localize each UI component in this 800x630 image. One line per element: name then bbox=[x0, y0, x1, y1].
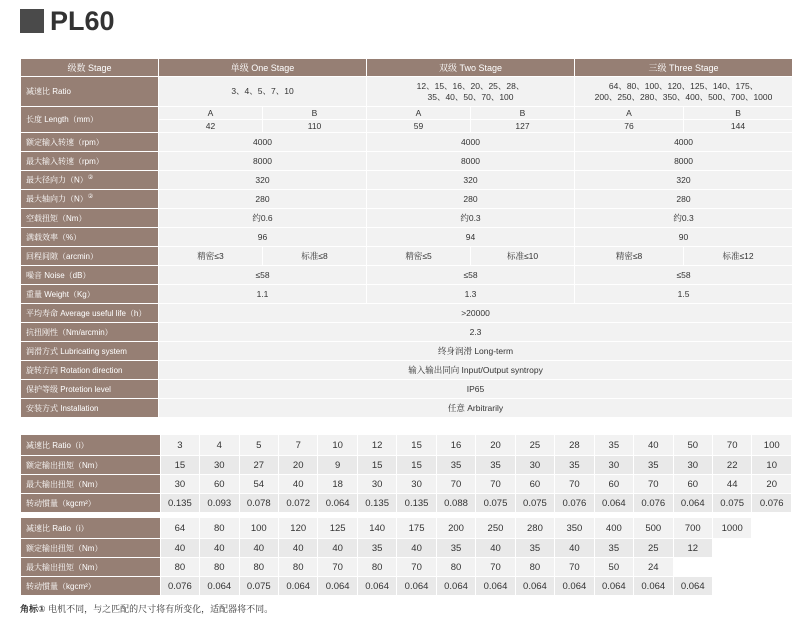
torque-value: 0.135 bbox=[357, 494, 396, 513]
torque-value bbox=[712, 539, 751, 558]
torque-value: 25 bbox=[515, 435, 554, 456]
length-value: 59 bbox=[367, 120, 471, 133]
torque-value: 18 bbox=[318, 475, 357, 494]
length-value: 144 bbox=[684, 120, 793, 133]
torque-value: 0.064 bbox=[318, 494, 357, 513]
torque-value: 0.064 bbox=[436, 577, 475, 596]
torque-value: 0.076 bbox=[160, 577, 199, 596]
spec-row bbox=[21, 304, 793, 323]
spec-value: ≤58 bbox=[159, 266, 367, 285]
torque-value: 0.093 bbox=[200, 494, 239, 513]
footnote-marker: ② bbox=[87, 194, 94, 201]
torque-value: 22 bbox=[712, 456, 751, 475]
torque-value bbox=[752, 577, 792, 596]
torque-value: 0.064 bbox=[673, 494, 712, 513]
spec-row bbox=[21, 171, 793, 190]
torque-value: 25 bbox=[634, 539, 673, 558]
torque-value: 30 bbox=[160, 475, 199, 494]
torque-value: 35 bbox=[476, 456, 515, 475]
torque-row-label: 额定输出扭矩（Nm） bbox=[21, 456, 161, 475]
torque-value: 0.075 bbox=[476, 494, 515, 513]
spec-row bbox=[21, 361, 793, 380]
torque-value: 40 bbox=[278, 539, 317, 558]
length-ab: A bbox=[159, 107, 263, 120]
torque-value: 60 bbox=[200, 475, 239, 494]
torque-value: 20 bbox=[476, 435, 515, 456]
backlash-value: 标准≤10 bbox=[471, 247, 575, 266]
torque-value: 70 bbox=[318, 558, 357, 577]
spec-value: 280 bbox=[575, 190, 793, 209]
torque-value: 7 bbox=[278, 435, 317, 456]
spec-value: 1.5 bbox=[575, 285, 793, 304]
spec-value: 约0.3 bbox=[575, 209, 793, 228]
torque-value: 280 bbox=[515, 518, 554, 539]
spec-value: 8000 bbox=[367, 152, 575, 171]
torque-row bbox=[21, 518, 792, 539]
torque-row-label: 减速比 Ratio（i） bbox=[21, 435, 161, 456]
torque-value: 50 bbox=[673, 435, 712, 456]
spec-row-label: 旋转方向 Rotation direction bbox=[21, 361, 159, 380]
backlash-value: 标准≤12 bbox=[684, 247, 793, 266]
spec-value: >20000 bbox=[159, 304, 793, 323]
spec-row-label: 安装方式 Installation bbox=[21, 399, 159, 418]
spec-row-label: 空载扭矩（Nm） bbox=[21, 209, 159, 228]
torque-value: 15 bbox=[397, 435, 436, 456]
ratio-two-line-1: 12、15、16、20、25、28、 bbox=[416, 80, 525, 91]
torque-value: 70 bbox=[634, 475, 673, 494]
torque-value: 80 bbox=[278, 558, 317, 577]
spec-value: 96 bbox=[159, 228, 367, 247]
spec-value: 输入输出同向 Input/Output syntropy bbox=[159, 361, 793, 380]
torque-value: 15 bbox=[357, 456, 396, 475]
torque-value: 3 bbox=[160, 435, 199, 456]
spec-value: 2.3 bbox=[159, 323, 793, 342]
backlash-value: 精密≤8 bbox=[575, 247, 684, 266]
spec-value: 4000 bbox=[575, 133, 793, 152]
torque-value: 40 bbox=[555, 539, 594, 558]
torque-value: 10 bbox=[752, 456, 792, 475]
torque-value: 20 bbox=[752, 475, 792, 494]
spec-row-label: 最大输入转速（rpm） bbox=[21, 152, 159, 171]
torque-row bbox=[21, 494, 792, 513]
torque-value: 24 bbox=[634, 558, 673, 577]
torque-value: 100 bbox=[239, 518, 278, 539]
torque-value: 175 bbox=[397, 518, 436, 539]
spec-value: 320 bbox=[575, 171, 793, 190]
torque-value bbox=[752, 518, 792, 539]
length-ab: A bbox=[367, 107, 471, 120]
spec-row bbox=[21, 266, 793, 285]
ratio-label: 减速比 Ratio bbox=[21, 77, 159, 107]
torque-value: 0.076 bbox=[634, 494, 673, 513]
spec-value: 4000 bbox=[159, 133, 367, 152]
spec-row bbox=[21, 285, 793, 304]
spec-value: 8000 bbox=[159, 152, 367, 171]
torque-value: 5 bbox=[239, 435, 278, 456]
torque-value: 10 bbox=[318, 435, 357, 456]
ratio-two bbox=[367, 77, 575, 107]
torque-value: 35 bbox=[515, 539, 554, 558]
torque-value: 0.078 bbox=[239, 494, 278, 513]
stage-one: 单级 One Stage bbox=[159, 59, 367, 77]
footnote bbox=[20, 602, 273, 615]
ratio-row bbox=[21, 77, 793, 107]
torque-value: 80 bbox=[357, 558, 396, 577]
spec-value: 终身润滑 Long-term bbox=[159, 342, 793, 361]
torque-value: 30 bbox=[594, 456, 633, 475]
torque-row-label: 转动惯量（kgcm²） bbox=[21, 577, 161, 596]
spec-value: 1.1 bbox=[159, 285, 367, 304]
backlash-value: 精密≤3 bbox=[159, 247, 263, 266]
backlash-value: 精密≤5 bbox=[367, 247, 471, 266]
torque-value: 100 bbox=[752, 435, 792, 456]
length-value: 42 bbox=[159, 120, 263, 133]
torque-row bbox=[21, 539, 792, 558]
stage-row bbox=[21, 59, 793, 77]
torque-table-1-body bbox=[21, 435, 792, 513]
spec-value: 94 bbox=[367, 228, 575, 247]
spec-row-label: 最大径向力（N） bbox=[26, 175, 88, 185]
spec-value: 8000 bbox=[575, 152, 793, 171]
spec-row-label: 最大轴向力（N） bbox=[26, 194, 88, 204]
torque-value: 0.064 bbox=[673, 577, 712, 596]
torque-value: 70 bbox=[555, 558, 594, 577]
spec-value: 1.3 bbox=[367, 285, 575, 304]
spec-value: 280 bbox=[159, 190, 367, 209]
torque-value: 35 bbox=[436, 539, 475, 558]
spec-row bbox=[21, 342, 793, 361]
length-value: 110 bbox=[263, 120, 367, 133]
stage-three: 三级 Three Stage bbox=[575, 59, 793, 77]
torque-table-2-body bbox=[21, 518, 792, 596]
torque-value: 125 bbox=[318, 518, 357, 539]
torque-value bbox=[673, 558, 712, 577]
torque-value: 35 bbox=[594, 435, 633, 456]
torque-row-label: 额定输出扭矩（Nm） bbox=[21, 539, 161, 558]
torque-value: 40 bbox=[200, 539, 239, 558]
torque-table-1 bbox=[20, 434, 792, 513]
spec-value: ≤58 bbox=[575, 266, 793, 285]
spec-value: 280 bbox=[367, 190, 575, 209]
spec-value: 320 bbox=[367, 171, 575, 190]
length-ab: B bbox=[684, 107, 793, 120]
torque-value: 15 bbox=[397, 456, 436, 475]
footnote-text: 电机不同，与之匹配的尺寸将有所变化，适配器将不同。 bbox=[45, 604, 274, 614]
torque-value: 30 bbox=[357, 475, 396, 494]
torque-value: 16 bbox=[436, 435, 475, 456]
torque-value: 40 bbox=[239, 539, 278, 558]
torque-value: 0.076 bbox=[752, 494, 792, 513]
torque-value: 0.064 bbox=[278, 577, 317, 596]
torque-row bbox=[21, 435, 792, 456]
torque-value: 0.088 bbox=[436, 494, 475, 513]
torque-value: 40 bbox=[397, 539, 436, 558]
torque-value: 20 bbox=[278, 456, 317, 475]
torque-value: 12 bbox=[357, 435, 396, 456]
torque-value: 80 bbox=[200, 558, 239, 577]
spec-table bbox=[20, 58, 793, 418]
torque-value: 0.064 bbox=[200, 577, 239, 596]
torque-value: 0.064 bbox=[357, 577, 396, 596]
torque-value: 30 bbox=[515, 456, 554, 475]
torque-value: 70 bbox=[476, 558, 515, 577]
torque-value bbox=[752, 539, 792, 558]
length-value: 76 bbox=[575, 120, 684, 133]
length-ab: B bbox=[263, 107, 367, 120]
torque-value: 70 bbox=[436, 475, 475, 494]
torque-value: 0.076 bbox=[555, 494, 594, 513]
spec-value: 约0.3 bbox=[367, 209, 575, 228]
spec-value: 约0.6 bbox=[159, 209, 367, 228]
torque-row-label: 最大输出扭矩（Nm） bbox=[21, 558, 161, 577]
spec-row-label-cell bbox=[21, 190, 159, 209]
torque-value: 27 bbox=[239, 456, 278, 475]
torque-value: 0.064 bbox=[634, 577, 673, 596]
torque-row bbox=[21, 475, 792, 494]
torque-value: 40 bbox=[634, 435, 673, 456]
torque-value: 0.075 bbox=[515, 494, 554, 513]
spec-row bbox=[21, 209, 793, 228]
torque-value: 250 bbox=[476, 518, 515, 539]
torque-value: 15 bbox=[160, 456, 199, 475]
torque-row bbox=[21, 558, 792, 577]
torque-value: 35 bbox=[555, 456, 594, 475]
backlash-value: 标准≤8 bbox=[263, 247, 367, 266]
torque-value: 0.064 bbox=[594, 494, 633, 513]
torque-value: 80 bbox=[160, 558, 199, 577]
length-ab: A bbox=[575, 107, 684, 120]
torque-value: 40 bbox=[476, 539, 515, 558]
spec-row-label: 噪音 Noise（dB） bbox=[21, 266, 159, 285]
torque-value: 0.135 bbox=[160, 494, 199, 513]
torque-value: 70 bbox=[397, 558, 436, 577]
torque-value: 80 bbox=[239, 558, 278, 577]
spec-row bbox=[21, 380, 793, 399]
spec-row-label-cell bbox=[21, 171, 159, 190]
torque-value: 35 bbox=[436, 456, 475, 475]
ratio-two-line-2: 35、40、50、70、100 bbox=[427, 91, 514, 102]
torque-value: 35 bbox=[634, 456, 673, 475]
torque-value: 0.075 bbox=[239, 577, 278, 596]
torque-value: 0.064 bbox=[476, 577, 515, 596]
torque-value: 0.064 bbox=[397, 577, 436, 596]
torque-value: 400 bbox=[594, 518, 633, 539]
page-title bbox=[20, 6, 115, 36]
torque-value: 30 bbox=[397, 475, 436, 494]
torque-value: 40 bbox=[160, 539, 199, 558]
ratio-one-line: 3、4、5、7、10 bbox=[231, 86, 294, 96]
torque-value: 60 bbox=[515, 475, 554, 494]
spec-row bbox=[21, 133, 793, 152]
spec-value: 任意 Arbitrarily bbox=[159, 399, 793, 418]
footnote-marker: ② bbox=[87, 175, 94, 182]
torque-value: 4 bbox=[200, 435, 239, 456]
torque-value bbox=[712, 577, 751, 596]
spec-row-label: 保护等级 Protetion level bbox=[21, 380, 159, 399]
torque-value: 28 bbox=[555, 435, 594, 456]
torque-value: 0.075 bbox=[712, 494, 751, 513]
torque-value: 0.064 bbox=[515, 577, 554, 596]
ratio-three-line-2: 200、250、280、350、400、500、700、1000 bbox=[594, 91, 773, 102]
torque-value: 80 bbox=[436, 558, 475, 577]
torque-value: 9 bbox=[318, 456, 357, 475]
title-square-icon bbox=[20, 9, 44, 33]
torque-value: 80 bbox=[515, 558, 554, 577]
torque-value: 140 bbox=[357, 518, 396, 539]
torque-value: 35 bbox=[357, 539, 396, 558]
torque-value: 0.064 bbox=[555, 577, 594, 596]
spec-value: 320 bbox=[159, 171, 367, 190]
torque-value: 200 bbox=[436, 518, 475, 539]
torque-value: 0.064 bbox=[594, 577, 633, 596]
torque-row-label: 最大输出扭矩（Nm） bbox=[21, 475, 161, 494]
stage-label: 级数 Stage bbox=[21, 59, 159, 77]
torque-value: 40 bbox=[278, 475, 317, 494]
length-label: 长度 Length（mm） bbox=[21, 107, 159, 133]
ratio-three-line-1: 64、80、100、120、125、140、175、 bbox=[608, 80, 759, 91]
torque-value: 30 bbox=[673, 456, 712, 475]
stage-two: 双级 Two Stage bbox=[367, 59, 575, 77]
torque-value: 0.135 bbox=[397, 494, 436, 513]
torque-row-label: 减速比 Ratio（i） bbox=[21, 518, 161, 539]
torque-value: 350 bbox=[555, 518, 594, 539]
torque-value: 50 bbox=[594, 558, 633, 577]
torque-value: 44 bbox=[712, 475, 751, 494]
torque-value: 0.072 bbox=[278, 494, 317, 513]
torque-row bbox=[21, 577, 792, 596]
torque-value: 0.064 bbox=[318, 577, 357, 596]
torque-value: 80 bbox=[200, 518, 239, 539]
spec-row-label: 抗扭刚性（Nm/arcmin） bbox=[21, 323, 159, 342]
length-value: 127 bbox=[471, 120, 575, 133]
torque-value: 60 bbox=[673, 475, 712, 494]
length-ab-row bbox=[21, 107, 793, 120]
spec-value: 4000 bbox=[367, 133, 575, 152]
torque-value: 70 bbox=[476, 475, 515, 494]
spec-row bbox=[21, 399, 793, 418]
torque-value: 40 bbox=[318, 539, 357, 558]
spec-row-label: 重量 Weight（Kg） bbox=[21, 285, 159, 304]
torque-row-label: 转动惯量（kgcm²） bbox=[21, 494, 161, 513]
footnote-mark: 角标① bbox=[20, 604, 46, 614]
spec-value: 90 bbox=[575, 228, 793, 247]
spec-row bbox=[21, 190, 793, 209]
torque-value: 35 bbox=[594, 539, 633, 558]
spec-value: ≤58 bbox=[367, 266, 575, 285]
spec-row-label: 润滑方式 Lubricating system bbox=[21, 342, 159, 361]
torque-value: 700 bbox=[673, 518, 712, 539]
torque-value: 1000 bbox=[712, 518, 751, 539]
spec-value: IP65 bbox=[159, 380, 793, 399]
ratio-one bbox=[159, 77, 367, 107]
spec-row-label: 满载效率（%） bbox=[21, 228, 159, 247]
torque-value: 500 bbox=[634, 518, 673, 539]
torque-value: 70 bbox=[712, 435, 751, 456]
spec-row-label: 额定输入转速（rpm） bbox=[21, 133, 159, 152]
length-ab: B bbox=[471, 107, 575, 120]
torque-value: 64 bbox=[160, 518, 199, 539]
backlash-row bbox=[21, 247, 793, 266]
title-text: PL60 bbox=[50, 5, 115, 36]
spec-row-label: 平均寿命 Average useful life（h） bbox=[21, 304, 159, 323]
spec-row bbox=[21, 152, 793, 171]
spec-row bbox=[21, 228, 793, 247]
spec-row bbox=[21, 323, 793, 342]
torque-value: 30 bbox=[200, 456, 239, 475]
torque-value: 12 bbox=[673, 539, 712, 558]
torque-row bbox=[21, 456, 792, 475]
torque-value bbox=[712, 558, 751, 577]
torque-value: 70 bbox=[555, 475, 594, 494]
torque-table-2 bbox=[20, 517, 792, 596]
torque-value: 120 bbox=[278, 518, 317, 539]
torque-value bbox=[752, 558, 792, 577]
ratio-three bbox=[575, 77, 793, 107]
backlash-label: 回程间隙（arcmin） bbox=[21, 247, 159, 266]
torque-value: 54 bbox=[239, 475, 278, 494]
torque-value: 60 bbox=[594, 475, 633, 494]
